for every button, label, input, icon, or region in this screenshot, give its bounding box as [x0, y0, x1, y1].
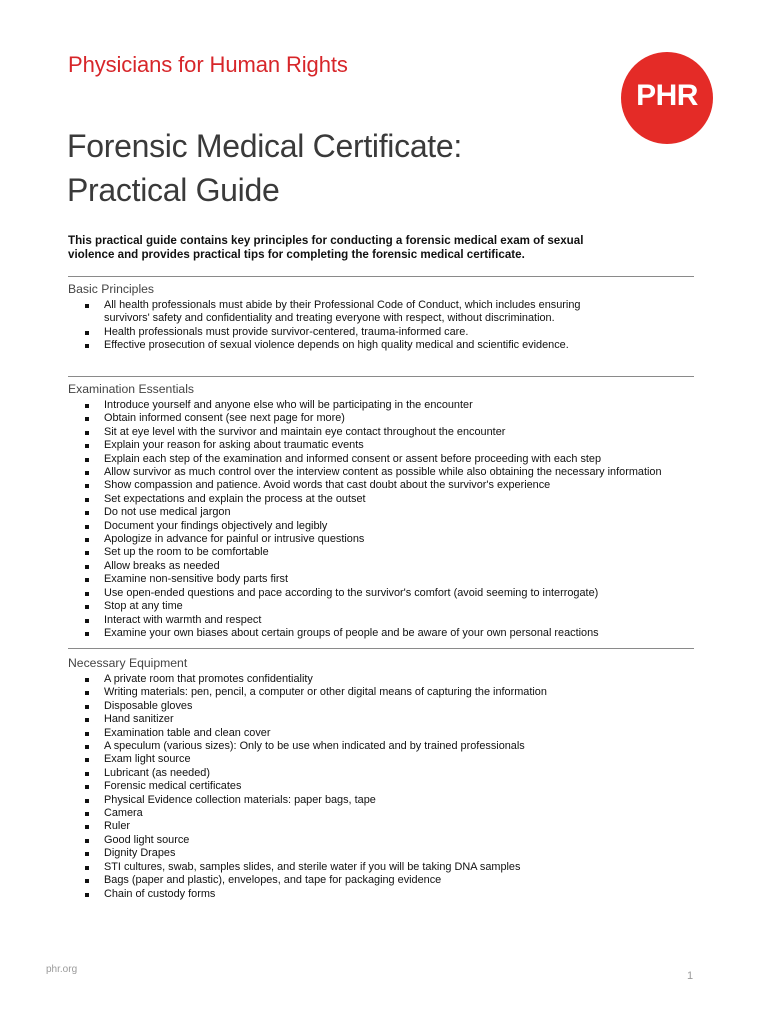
bullet-icon: [85, 812, 89, 816]
list-item: [68, 506, 694, 519]
list-item-text: Explain your reason for asking about traumatic events: [104, 439, 364, 452]
list-item-text: Introduce yourself and anyone else who will be participating in the encounter: [104, 399, 473, 411]
bullet-icon: [85, 331, 89, 335]
list-item: [68, 834, 694, 847]
bullet-icon: [85, 678, 89, 682]
bullet-icon: [85, 632, 89, 636]
list-item: [68, 546, 694, 559]
list-item: [68, 600, 694, 613]
list-item-text: Health professionals must provide survivor-centered, trauma-informed care.: [104, 325, 469, 338]
list-item-text: Dignity Drapes: [104, 847, 176, 860]
bullet-icon: [85, 304, 89, 308]
list-item: [68, 326, 588, 339]
list-item-text: A private room that promotes confidentiality: [104, 673, 313, 685]
list-item: [68, 339, 588, 352]
list-item-text: Set up the room to be comfortable: [104, 546, 269, 559]
section-heading: Necessary Equipment: [68, 656, 188, 670]
list-item: [68, 700, 694, 713]
bullet-icon: [85, 825, 89, 829]
list-item: [68, 780, 694, 793]
list-item-text: STI cultures, swab, samples slides, and sterile water if you will be taking DNA samples: [104, 860, 521, 873]
list-item-text: Document your findings objectively and legibly: [104, 519, 328, 532]
list-item-text: Writing materials: pen, pencil, a computer or other digital means of capturing the information: [104, 686, 547, 699]
section-heading: Examination Essentials: [68, 382, 194, 396]
page-number: 1: [687, 970, 694, 982]
organization-name: Physicians for Human Rights: [68, 52, 348, 77]
bullet-icon: [85, 471, 89, 475]
list-item-text: Obtain informed consent (see next page for more): [104, 412, 345, 425]
bullet-icon: [85, 444, 89, 448]
bullet-icon: [85, 525, 89, 529]
list-item: [68, 888, 694, 901]
list-item-text: Physical Evidence collection materials: paper bags, tape: [104, 793, 376, 806]
list-item: [68, 820, 694, 833]
list-item: [68, 466, 694, 479]
list-item: [68, 560, 694, 573]
list-item: [68, 767, 694, 780]
section-divider: [68, 376, 694, 377]
list-item-text: Show compassion and patience. Avoid words that cast doubt about the survivor's experience: [104, 479, 551, 492]
list-item-text: Camera: [104, 807, 143, 820]
bullet-icon: [85, 852, 89, 856]
bullet-icon: [85, 605, 89, 609]
bullet-icon: [85, 772, 89, 776]
list-item-text: Chain of custody forms: [104, 887, 216, 900]
bullet-icon: [85, 839, 89, 843]
logo-text: PHR: [636, 79, 698, 112]
bullet-icon: [85, 551, 89, 555]
bullet-icon: [85, 745, 89, 749]
list-item: [68, 686, 694, 699]
list-item-text: Use open-ended questions and pace according to the survivor's comfort (avoid seeming to interrogate): [104, 586, 599, 599]
list-item-text: Examine non-sensitive body parts first: [104, 573, 289, 586]
list-item: [68, 426, 694, 439]
title-line-1: Forensic Medical Certificate:: [67, 128, 462, 164]
list-item: [68, 627, 694, 640]
list-item: [68, 453, 694, 466]
list-item-text: Good light source: [104, 833, 190, 846]
list-item: [68, 614, 694, 627]
bullet-icon: [85, 404, 89, 408]
list-item-text: Examination table and clean cover: [104, 726, 271, 739]
section-divider: [68, 276, 694, 277]
bullet-icon: [85, 578, 89, 582]
list-item-text: Lubricant (as needed): [104, 766, 210, 779]
list-item-text: Interact with warmth and respect: [104, 613, 262, 626]
bullet-icon: [85, 565, 89, 569]
list-item-text: Forensic medical certificates: [104, 780, 242, 793]
intro-paragraph: This practical guide contains key principles for conducting a forensic medical exam of sexual violence and provides practical tips for completing the forensic medical certificate.: [68, 234, 584, 261]
bullet-icon: [85, 592, 89, 596]
list-item: [68, 573, 694, 586]
bullet-icon: [85, 785, 89, 789]
list-item: [68, 861, 694, 874]
bullet-icon: [85, 538, 89, 542]
bullet-icon: [85, 511, 89, 515]
examination-essentials-list: [68, 399, 694, 640]
list-item-text: Exam light source: [104, 753, 191, 766]
list-item: [68, 479, 694, 492]
bullet-icon: [85, 691, 89, 695]
list-item: [68, 740, 694, 753]
page-title: [67, 124, 462, 212]
bullet-icon: [85, 498, 89, 502]
list-item-text: Apologize in advance for painful or intrusive questions: [104, 533, 365, 546]
bullet-icon: [85, 758, 89, 762]
necessary-equipment-section: [68, 656, 694, 901]
basic-principles-list: [68, 299, 694, 353]
list-item-text: Sit at eye level with the survivor and maintain eye contact throughout the encounter: [104, 425, 506, 438]
bullet-icon: [85, 458, 89, 462]
bullet-icon: [85, 417, 89, 421]
list-item-text: Allow breaks as needed: [104, 559, 220, 572]
bullet-icon: [85, 431, 89, 435]
list-item-text: A speculum (various sizes): Only to be use when indicated and by trained professionals: [104, 740, 525, 753]
bullet-icon: [85, 705, 89, 709]
list-item: [68, 847, 694, 860]
list-item: [68, 727, 694, 740]
bullet-icon: [85, 718, 89, 722]
list-item: [68, 673, 694, 686]
list-item: [68, 412, 694, 425]
list-item-text: Effective prosecution of sexual violence depends on high quality medical and scientific evidence.: [104, 339, 569, 352]
list-item: [68, 520, 694, 533]
list-item: [68, 807, 694, 820]
phr-logo: [621, 52, 713, 144]
list-item: [68, 299, 588, 326]
list-item-text: Disposable gloves: [104, 699, 193, 712]
list-item: [68, 713, 694, 726]
list-item-text: Stop at any time: [104, 600, 183, 613]
title-line-2: Practical Guide: [67, 172, 280, 208]
list-item-text: Examine your own biases about certain groups of people and be aware of your own personal reactions: [104, 626, 599, 639]
list-item-text: Hand sanitizer: [104, 713, 174, 726]
footer-url: phr.org: [46, 964, 78, 975]
list-item: [68, 533, 694, 546]
list-item: [68, 493, 694, 506]
section-divider: [68, 648, 694, 649]
bullet-icon: [85, 879, 89, 883]
bullet-icon: [85, 619, 89, 623]
bullet-icon: [85, 893, 89, 897]
list-item-text: Set expectations and explain the process at the outset: [104, 492, 366, 505]
list-item: [68, 753, 694, 766]
list-item-text: Do not use medical jargon: [104, 506, 231, 519]
bullet-icon: [85, 344, 89, 348]
list-item: [68, 587, 694, 600]
list-item-text: Bags (paper and plastic), envelopes, and tape for packaging evidence: [104, 874, 442, 887]
section-heading: Basic Principles: [68, 282, 155, 296]
examination-essentials-section: [68, 382, 694, 640]
bullet-icon: [85, 866, 89, 870]
list-item: [68, 874, 694, 887]
bullet-icon: [85, 484, 89, 488]
list-item: [68, 399, 694, 412]
list-item-text: Explain each step of the examination and informed consent or assent before proceeding with each step: [104, 452, 602, 465]
list-item-text: All health professionals must abide by their Professional Code of Conduct, which includes ensuring survivors' safety and confidentiality and treating everyone with respect, without discrimination.: [104, 299, 581, 325]
list-item-text: Allow survivor as much control over the interview content as possible while also obtaining the necessary information: [104, 466, 662, 479]
bullet-icon: [85, 732, 89, 736]
list-item: [68, 794, 694, 807]
list-item-text: Ruler: [104, 820, 131, 833]
list-item: [68, 439, 694, 452]
basic-principles-section: [68, 282, 694, 353]
bullet-icon: [85, 799, 89, 803]
necessary-equipment-list: [68, 673, 694, 901]
